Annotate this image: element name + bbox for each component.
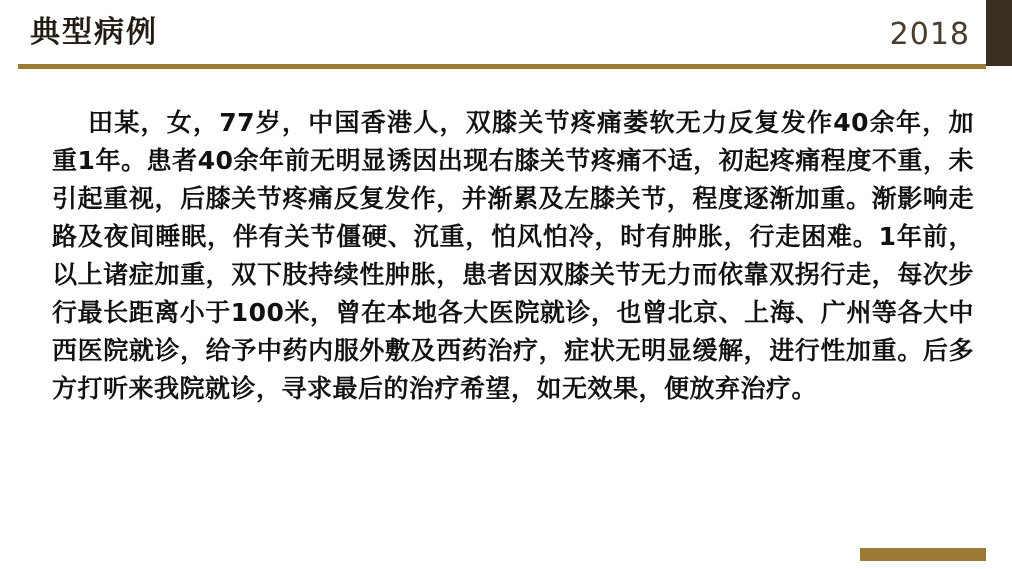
slide-header [0,0,1012,66]
page-title: 典型病例 [30,15,158,50]
footer-corner-block [990,539,1012,569]
case-description-text: 田某，女，77岁，中国香港人，双膝关节疼痛萎软无力反复发作40余年，加重1年。患者40余年前无明显诱因出现右膝关节疼痛不适，初起疼痛程度不重，未引起重视，后膝关节疼痛反复发作，并渐累及左膝关节，程度逐渐加重。渐影响走路及夜间睡眠，伴有关节僵硬、沉重，怕风怕冷，时有肿胀，行走困难。1年前，以上诸症加重，双下肢持续性肿胀，患者因双膝关节无力而依靠双拐行走，每次步行最长距离小于100米，曾在本地各大医院就诊，也曾北京、上海、广州等各大中西医院就诊，给予中药内服外敷及西药治疗，症状无明显缓解，进行性加重。后多方打听来我院就诊，寻求最后的治疗希望，如无效果，便放弃治疗。 [52,108,974,403]
footer-accent-bar [860,548,986,561]
header-year: 2018 [889,17,970,52]
header-divider [18,64,986,69]
header-accent-block [986,0,1012,66]
